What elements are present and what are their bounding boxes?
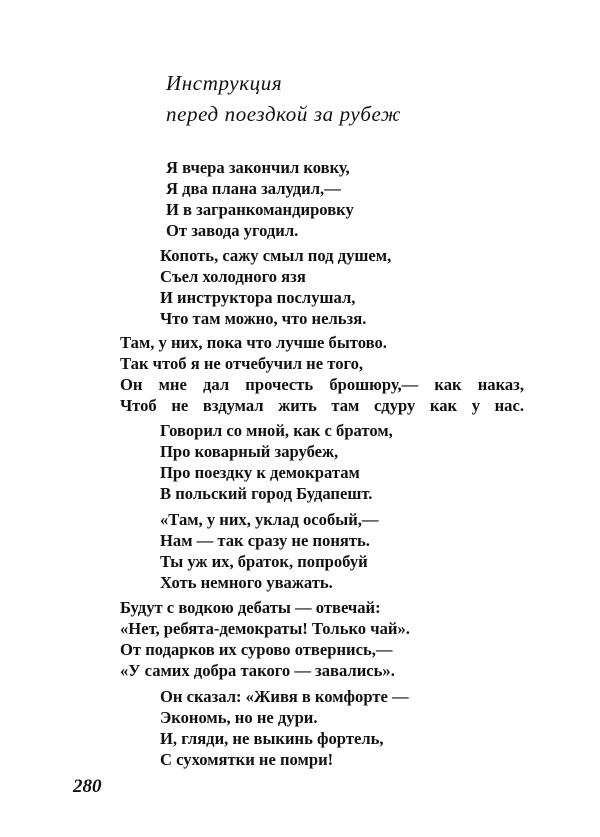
verse-line: Будут с водкою дебаты — отвечай: (120, 598, 381, 617)
verse-line: Нам — так сразу не понять. (160, 531, 370, 550)
verse-line: Что там можно, что нельзя. (160, 309, 367, 328)
verse-line: Ты уж их, браток, попробуй (160, 552, 368, 571)
verse-line: Про коварный зарубеж, (160, 442, 339, 461)
verse-line: И в загранкомандировку (166, 200, 354, 219)
verse-line: Я вчера закончил ковку, (166, 158, 350, 177)
verse-line: И инструктора послушал, (160, 288, 356, 307)
stanza-2 (160, 245, 391, 329)
poem-title-line-2: перед поездкой за рубеж (166, 102, 402, 126)
poem-title-line-1: Инструкция (166, 71, 283, 95)
stanza-3 (120, 332, 524, 416)
stanza-1 (166, 157, 354, 241)
verse-line: «Там, у них, уклад особый,— (160, 510, 379, 529)
verse-line: Он мне дал прочесть брошюру,— как наказ, (120, 375, 524, 394)
stanza-6 (120, 597, 410, 681)
verse-line: Хоть немного уважать. (160, 573, 333, 592)
verse-line: Говорил со мной, как с братом, (160, 421, 393, 440)
verse-line: Чтоб не вздумал жить там сдуру как у нас. (120, 396, 524, 415)
verse-line: Так чтоб я не отчебучил не того, (120, 354, 364, 373)
verse-line: С сухомятки не помри! (160, 750, 334, 769)
verse-line: От подарков их сурово отвернись,— (120, 640, 393, 659)
verse-line: Он сказал: «Живя в комфорте — (160, 687, 409, 706)
verse-line: Съел холодного язя (160, 267, 306, 286)
verse-line: «Нет, ребята-демократы! Только чай». (120, 619, 410, 638)
page-number: 280 (73, 776, 102, 797)
verse-line: И, гляди, не выкинь фортель, (160, 729, 384, 748)
verse-line: «У самих добра такого — завались». (120, 661, 395, 680)
stanza-7 (160, 686, 409, 770)
verse-line: Экономь, но не дури. (160, 708, 318, 727)
verse-line: От завода угодил. (166, 221, 299, 240)
stanza-4 (160, 420, 393, 504)
verse-line: Я два плана залудил,— (166, 179, 341, 198)
verse-line: Там, у них, пока что лучше бытово. (120, 333, 387, 352)
stanza-5 (160, 509, 379, 593)
verse-line: Про поездку к демократам (160, 463, 360, 482)
verse-line: В польский город Будапешт. (160, 484, 373, 503)
verse-line: Копоть, сажу смыл под душем, (160, 246, 392, 265)
